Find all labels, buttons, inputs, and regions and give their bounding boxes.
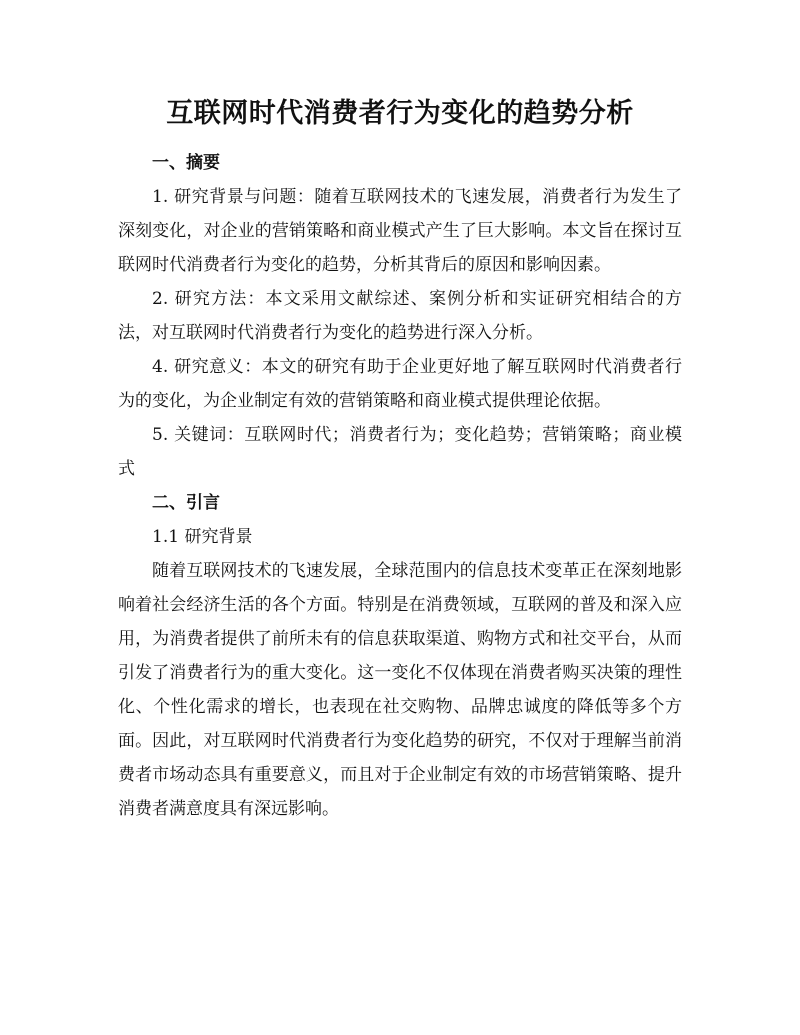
subsection-heading-background: 1.1 研究背景 — [152, 527, 253, 547]
abstract-paragraph-significance: 4. 研究意义：本文的研究有助于企业更好地了解互联网时代消费者行为的变化，为企业制定有效的营销策略和商业模式提供理论依据。 — [118, 357, 682, 411]
abstract-paragraph-method: 2. 研究方法：本文采用文献综述、案例分析和实证研究相结合的方法，对互联网时代消费者行为变化的趋势进行深入分析。 — [118, 289, 682, 343]
section-heading-introduction: 二、引言 — [152, 493, 220, 513]
document-title: 互联网时代消费者行为变化的趋势分析 — [166, 98, 634, 129]
abstract-paragraph-keywords: 5. 关键词：互联网时代；消费者行为；变化趋势；营销策略；商业模式 — [118, 425, 682, 479]
abstract-paragraph-background: 1. 研究背景与问题：随着互联网技术的飞速发展，消费者行为发生了深刻变化，对企业的营销策略和商业模式产生了巨大影响。本文旨在探讨互联网时代消费者行为变化的趋势，分析其背后的原因和影响因素。 — [118, 187, 682, 275]
introduction-paragraph: 随着互联网技术的飞速发展，全球范围内的信息技术变革正在深刻地影响着社会经济生活的各个方面。特别是在消费领域，互联网的普及和深入应用，为消费者提供了前所未有的信息获取渠道、购物方式和社交平台，从而引发了消费者行为的重大变化。这一变化不仅体现在消费者购买决策的理性化、个性化需求的增长，也表现在社交购物、品牌忠诚度的降低等多个方面。因此，对互联网时代消费者行为变化趋势的研究，不仅对于理解当前消费者市场动态具有重要意义，而且对于企业制定有效的市场营销策略、提升消费者满意度具有深远影响。 — [118, 561, 682, 819]
section-heading-abstract: 一、摘要 — [152, 153, 220, 173]
